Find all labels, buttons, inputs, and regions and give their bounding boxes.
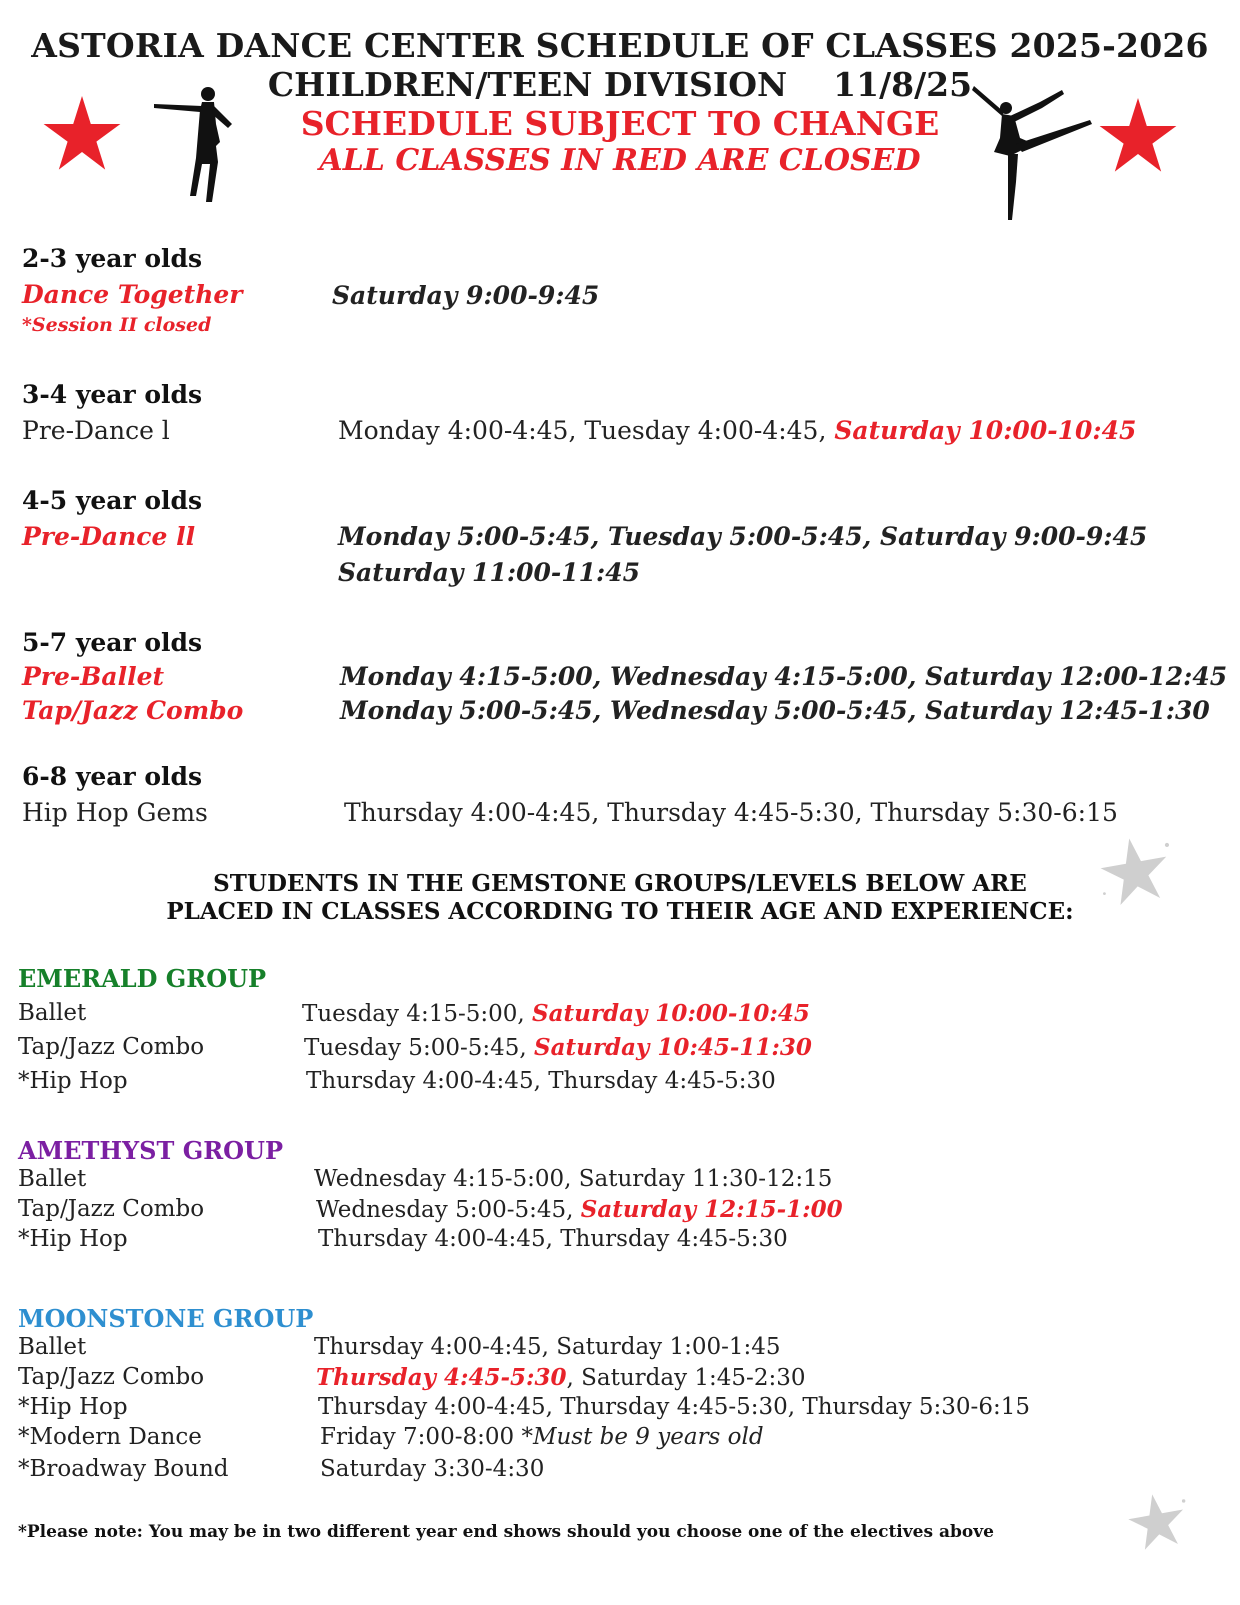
class-schedule: Saturday 11:00-11:45 xyxy=(338,558,641,587)
class-schedule: Monday 5:00-5:45, Tuesday 5:00-5:45, Saturday 9:00-9:45 xyxy=(338,522,1148,551)
class-schedule: Wednesday 4:15-5:00, Saturday 11:30-12:15 xyxy=(314,1166,833,1192)
class-name: Tap/Jazz Combo xyxy=(22,696,244,725)
closed-classes-notice: ALL CLASSES IN RED ARE CLOSED xyxy=(319,143,921,178)
schedule-open: Friday 7:00-8:00 xyxy=(320,1424,515,1450)
class-name: Tap/Jazz Combo xyxy=(18,1364,205,1390)
schedule-open: , Saturday 1:45-2:30 xyxy=(566,1365,806,1391)
class-name: Tap/Jazz Combo xyxy=(18,1034,205,1060)
schedule-closed: Saturday 10:45-11:30 xyxy=(534,1034,812,1061)
class-name: *Broadway Bound xyxy=(18,1456,229,1482)
schedule-closed: Thursday 4:45-5:30 xyxy=(316,1364,567,1391)
schedule-open: Tuesday 4:15-5:00, xyxy=(302,1001,525,1027)
age-group-label: 4-5 year olds xyxy=(22,486,203,515)
class-schedule: Thursday 4:00-4:45, Saturday 1:00-1:45 xyxy=(314,1334,781,1360)
page-title: ASTORIA DANCE CENTER SCHEDULE OF CLASSES 2025-2026 xyxy=(31,26,1209,65)
class-schedule xyxy=(320,1424,764,1450)
class-schedule: Monday 4:15-5:00, Wednesday 4:15-5:00, Saturday 12:00-12:45 xyxy=(340,662,1228,691)
class-name: Pre-Dance l xyxy=(22,416,170,445)
age-group-label: 3-4 year olds xyxy=(22,380,203,409)
age-group-label: 6-8 year olds xyxy=(22,762,203,791)
class-name: Hip Hop Gems xyxy=(22,798,208,827)
class-schedule: Thursday 4:00-4:45, Thursday 4:45-5:30, Thursday 5:30-6:15 xyxy=(318,1394,1030,1420)
class-schedule: Monday 5:00-5:45, Wednesday 5:00-5:45, Saturday 12:45-1:30 xyxy=(340,696,1210,725)
class-name: Dance Together xyxy=(22,280,243,309)
class-name: Ballet xyxy=(18,1166,87,1192)
footer-note: *Please note: You may be in two different year end shows should you choose one of the electives above xyxy=(18,1522,994,1542)
age-group-label: 5-7 year olds xyxy=(22,628,203,657)
class-schedule xyxy=(302,1000,810,1027)
class-schedule xyxy=(316,1196,843,1223)
class-name: *Hip Hop xyxy=(18,1068,128,1094)
schedule-closed: Saturday 10:00-10:45 xyxy=(532,1000,810,1027)
schedule-open: Tuesday 5:00-5:45, xyxy=(304,1035,527,1061)
class-name: *Modern Dance xyxy=(18,1424,202,1450)
schedule-closed: Saturday 10:00-10:45 xyxy=(834,416,1137,445)
class-schedule xyxy=(338,416,1136,445)
group-heading-moonstone: MOONSTONE GROUP xyxy=(18,1304,314,1333)
class-note: *Session II closed xyxy=(22,314,212,336)
division-line xyxy=(0,65,1240,104)
class-schedule xyxy=(304,1034,812,1061)
class-name: Pre-Ballet xyxy=(22,662,165,691)
class-name: *Hip Hop xyxy=(18,1394,128,1420)
class-name: Ballet xyxy=(18,1000,87,1026)
class-schedule: Saturday 3:30-4:30 xyxy=(320,1456,545,1482)
placement-notice-line: STUDENTS IN THE GEMSTONE GROUPS/LEVELS BELOW ARE xyxy=(213,870,1027,897)
group-heading-emerald: EMERALD GROUP xyxy=(18,964,267,993)
class-schedule: Thursday 4:00-4:45, Thursday 4:45-5:30, Thursday 5:30-6:15 xyxy=(344,798,1118,827)
class-schedule xyxy=(316,1364,805,1391)
schedule-open: Monday 4:00-4:45, Tuesday 4:00-4:45, xyxy=(338,416,827,445)
group-heading-amethyst: AMETHYST GROUP xyxy=(18,1136,284,1165)
class-schedule: Saturday 9:00-9:45 xyxy=(332,281,600,310)
age-requirement-note: *Must be 9 years old xyxy=(521,1424,764,1450)
class-name: Tap/Jazz Combo xyxy=(18,1196,205,1222)
class-name: *Hip Hop xyxy=(18,1226,128,1252)
division-title: CHILDREN/TEEN DIVISION xyxy=(267,65,788,104)
grey-star-icon xyxy=(1128,1494,1186,1549)
class-name: Ballet xyxy=(18,1334,87,1360)
schedule-date: 11/8/25 xyxy=(833,65,973,104)
class-schedule: Thursday 4:00-4:45, Thursday 4:45-5:30 xyxy=(318,1226,788,1252)
class-schedule: Thursday 4:00-4:45, Thursday 4:45-5:30 xyxy=(306,1068,776,1094)
class-name: Pre-Dance ll xyxy=(22,522,196,551)
age-group-label: 2-3 year olds xyxy=(22,244,203,273)
schedule-open: Wednesday 5:00-5:45, xyxy=(316,1197,574,1223)
placement-notice-line: PLACED IN CLASSES ACCORDING TO THEIR AGE AND EXPERIENCE: xyxy=(166,898,1074,925)
schedule-closed: Saturday 12:15-1:00 xyxy=(580,1196,843,1223)
subject-to-change-notice: SCHEDULE SUBJECT TO CHANGE xyxy=(300,104,940,143)
